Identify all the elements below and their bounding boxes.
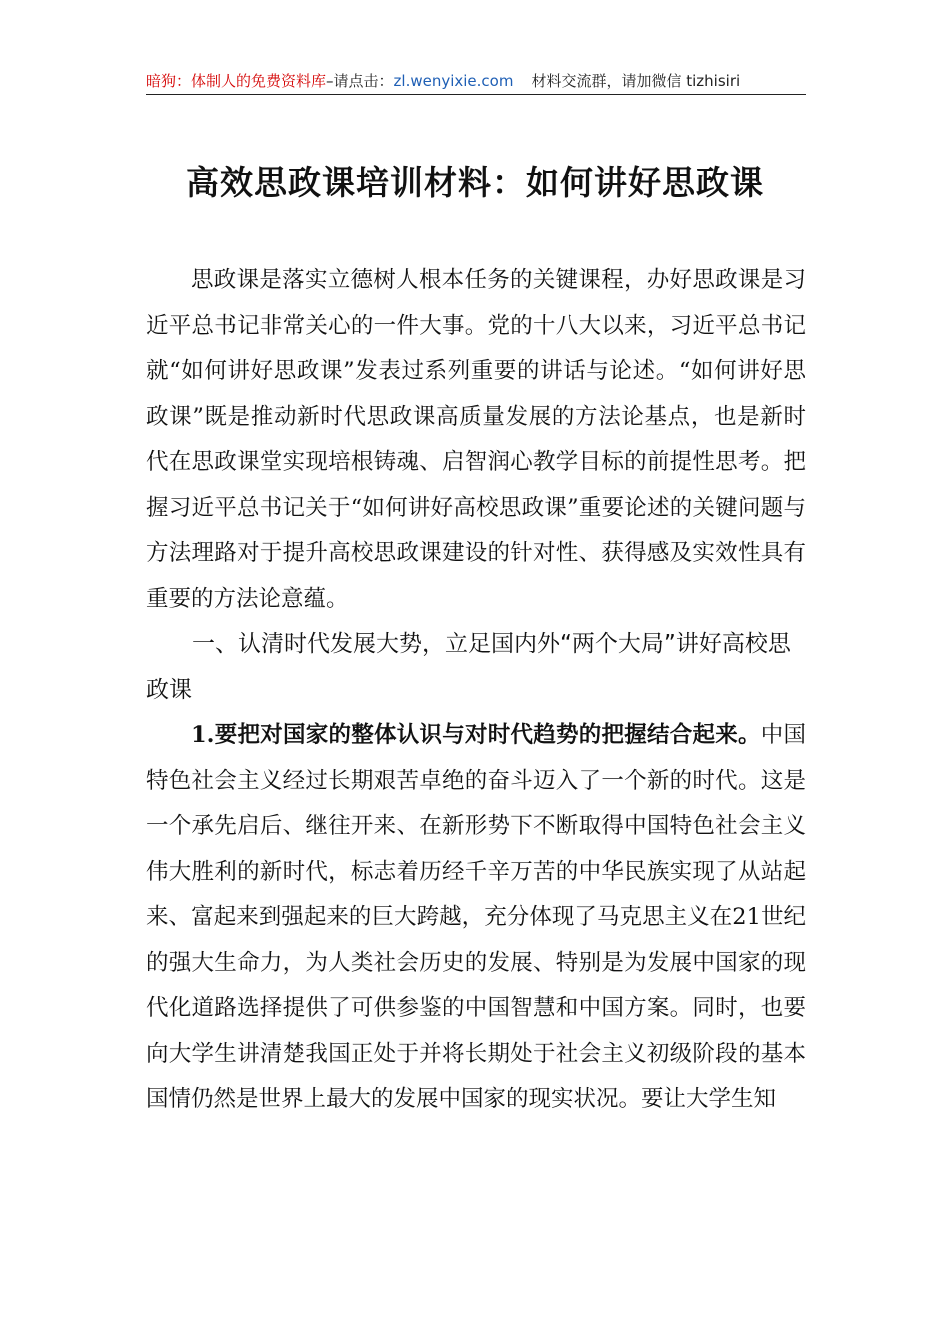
document-body (146, 258, 806, 1123)
header-cta: –请点击： (326, 72, 394, 90)
point-body: 中国特色社会主义经过长期艰苦卓绝的奋斗迈入了一个新的时代。这是一个承先启后、继往开来、在新形势下不断取得中国特色社会主义伟大胜利的新时代，标志着历经千辛万苦的中华民族实现了从站起来、富起来到强起来的巨大跨越，充分体现了马克思主义在21世纪的强大生命力，为人类社会历史的发展、特别是为发展中国家的现代化道路选择提供了可供参鉴的中国智慧和中国方案。同时，也要向大学生讲清楚我国正处于并将长期处于社会主义初级阶段的基本国情仍然是世界上最大的发展中国家的现实状况。要让大学生知 (146, 722, 806, 1112)
document-title: 高效思政课培训材料：如何讲好思政课 (186, 163, 764, 202)
header-brand: 暗狗：体制人的免费资料库 (146, 72, 327, 90)
section-heading: 一、认清时代发展大势，立足国内外“两个大局”讲好高校思政课 (146, 631, 791, 703)
point-paragraph (146, 713, 806, 1123)
header-url-link[interactable]: zl.wenyixie.com (393, 72, 514, 90)
header-group-note: 材料交流群，请加微信 tizhisiri (531, 72, 741, 90)
point-heading: 1.要把对国家的整体认识与对时代趋势的把握结合起来。 (191, 722, 761, 748)
page-header (146, 68, 806, 95)
intro-paragraph: 思政课是落实立德树人根本任务的关键课程，办好思政课是习近平总书记非常关心的一件大事。党的十八大以来，习近平总书记就“如何讲好思政课”发表过系列重要的讲话与论述。“如何讲好思政课”既是推动新时代思政课高质量发展的方法论基点，也是新时代在思政课堂实现培根铸魂、启智润心教学目标的前提性思考。把握习近平总书记关于“如何讲好高校思政课”重要论述的关键问题与方法理路对于提升高校思政课建设的针对性、获得感及实效性具有重要的方法论意蕴。 (146, 267, 806, 612)
